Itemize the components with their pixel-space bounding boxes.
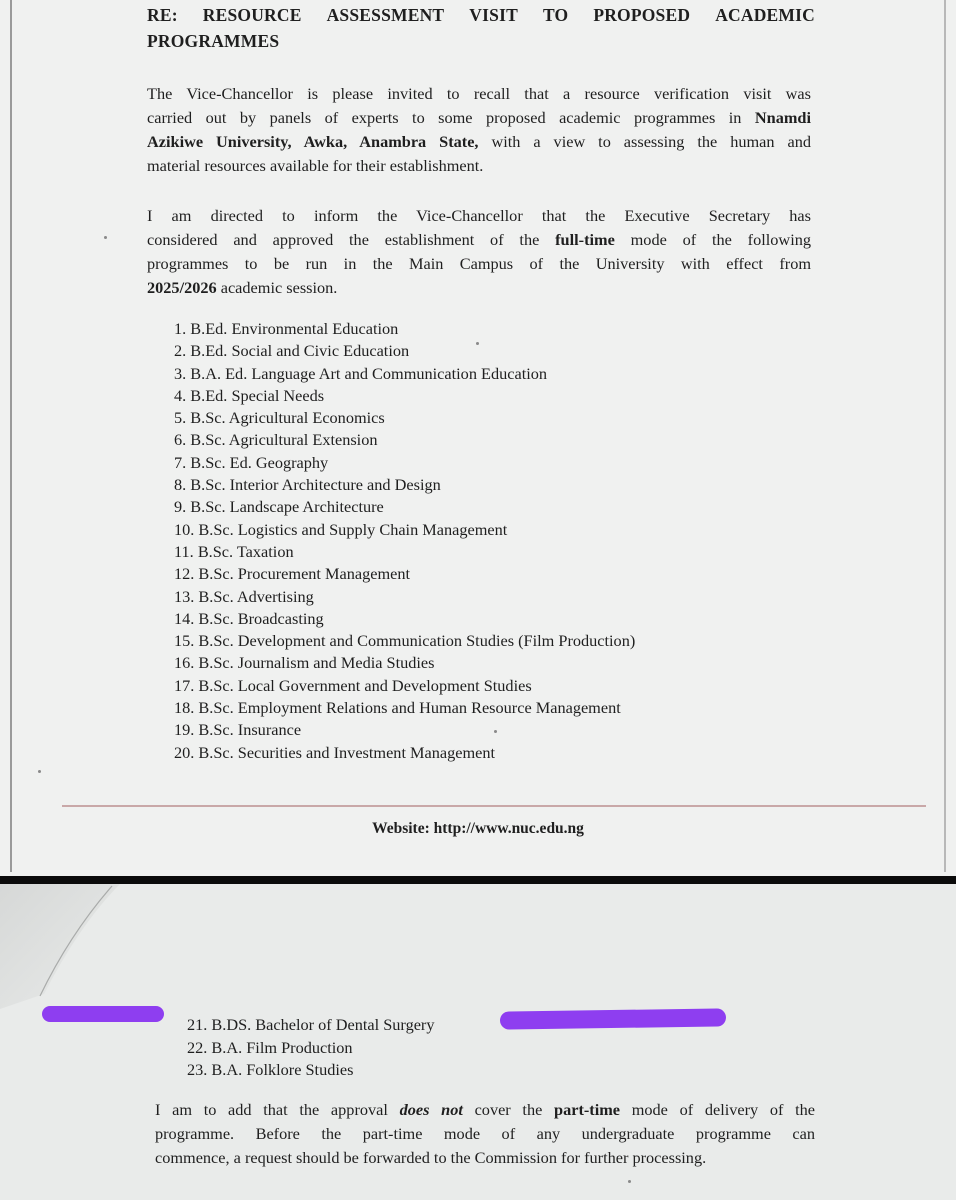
list-item: 21. B.DS. Bachelor of Dental Surgery — [187, 1015, 435, 1034]
footer-divider — [62, 805, 926, 807]
list-item: 15. B.Sc. Development and Communication Studies (Film Production) — [174, 631, 636, 651]
scan-speck — [494, 730, 497, 733]
page-edge-left — [10, 0, 12, 872]
list-item: 19. B.Sc. Insurance — [174, 720, 302, 740]
heading-word: RESOURCE — [202, 5, 302, 25]
heading-line-2: PROGRAMMES — [147, 31, 280, 51]
scan-speck — [628, 1180, 631, 1183]
programme-list-continued — [187, 1014, 435, 1082]
list-item: 22. B.A. Film Production — [187, 1037, 353, 1057]
subject-heading — [147, 2, 815, 54]
heading-word: PROPOSED — [593, 5, 691, 25]
paragraph-line: I am to add that the approval does not cover the part-time mode of delivery of the — [155, 1100, 816, 1119]
purple-highlight-mark — [42, 1006, 164, 1022]
screenshot-separator — [0, 876, 956, 884]
list-item: 7. B.Sc. Ed. Geography — [174, 452, 329, 472]
list-item: 3. B.A. Ed. Language Art and Communication Education — [174, 363, 548, 383]
heading-word: ASSESSMENT — [326, 5, 445, 25]
list-item: 8. B.Sc. Interior Architecture and Design — [174, 475, 441, 495]
scan-speck — [104, 236, 107, 239]
paragraph-approval — [147, 204, 811, 300]
page-edge-right — [944, 0, 946, 872]
list-item: 10. B.Sc. Logistics and Supply Chain Management — [174, 519, 508, 539]
list-item: 23. B.A. Folklore Studies — [187, 1060, 354, 1079]
paragraph-part-time-note — [155, 1098, 815, 1170]
heading-word: ACADEMIC — [715, 5, 815, 25]
heading-word: RE: — [147, 5, 178, 25]
paragraph-line: material resources available for their establishment. — [147, 156, 484, 175]
list-item: 2. B.Ed. Social and Civic Education — [174, 341, 410, 361]
paragraph-line: commence, a request should be forwarded to the Commission for further processing. — [155, 1148, 707, 1167]
purple-highlight-mark — [500, 1008, 726, 1029]
footer-website: Website: http://www.nuc.edu.ng — [372, 820, 584, 837]
paragraph-line: The Vice-Chancellor is please invited to recall that a resource verification visit was — [147, 84, 811, 103]
list-item: 12. B.Sc. Procurement Management — [174, 564, 411, 584]
paragraph-line: carried out by panels of experts to some proposed academic programmes in Nnamdi — [147, 108, 811, 127]
list-item: 1. B.Ed. Environmental Education — [174, 319, 399, 338]
list-item: 9. B.Sc. Landscape Architecture — [174, 497, 384, 517]
heading-word: TO — [542, 5, 569, 25]
programme-list — [174, 318, 635, 764]
paragraph-line: I am directed to inform the Vice-Chancellor that the Executive Secretary has — [147, 206, 811, 225]
page-fold-shadow — [0, 884, 140, 1014]
paragraph-resource-visit — [147, 82, 811, 178]
list-item: 20. B.Sc. Securities and Investment Management — [174, 742, 496, 762]
scan-speck — [38, 770, 41, 773]
paragraph-line: Azikiwe University, Awka, Anambra State, with a view to assessing the human and — [147, 132, 811, 151]
list-item: 17. B.Sc. Local Government and Development Studies — [174, 675, 532, 695]
list-item: 16. B.Sc. Journalism and Media Studies — [174, 653, 435, 673]
heading-word: VISIT — [469, 5, 518, 25]
list-item: 14. B.Sc. Broadcasting — [174, 608, 324, 628]
list-item: 4. B.Ed. Special Needs — [174, 385, 325, 405]
list-item: 6. B.Sc. Agricultural Extension — [174, 430, 378, 450]
paragraph-line: programmes to be run in the Main Campus of the University with effect from — [147, 254, 811, 273]
list-item: 13. B.Sc. Advertising — [174, 586, 314, 606]
paragraph-line: programme. Before the part-time mode of any undergraduate programme can — [155, 1124, 815, 1143]
list-item: 5. B.Sc. Agricultural Economics — [174, 408, 385, 428]
paragraph-line: 2025/2026 academic session. — [147, 278, 338, 297]
list-item: 18. B.Sc. Employment Relations and Human Resource Management — [174, 698, 621, 718]
paragraph-line: considered and approved the establishment of the full-time mode of the following — [147, 230, 811, 249]
scan-speck — [476, 342, 479, 345]
list-item: 11. B.Sc. Taxation — [174, 541, 294, 561]
